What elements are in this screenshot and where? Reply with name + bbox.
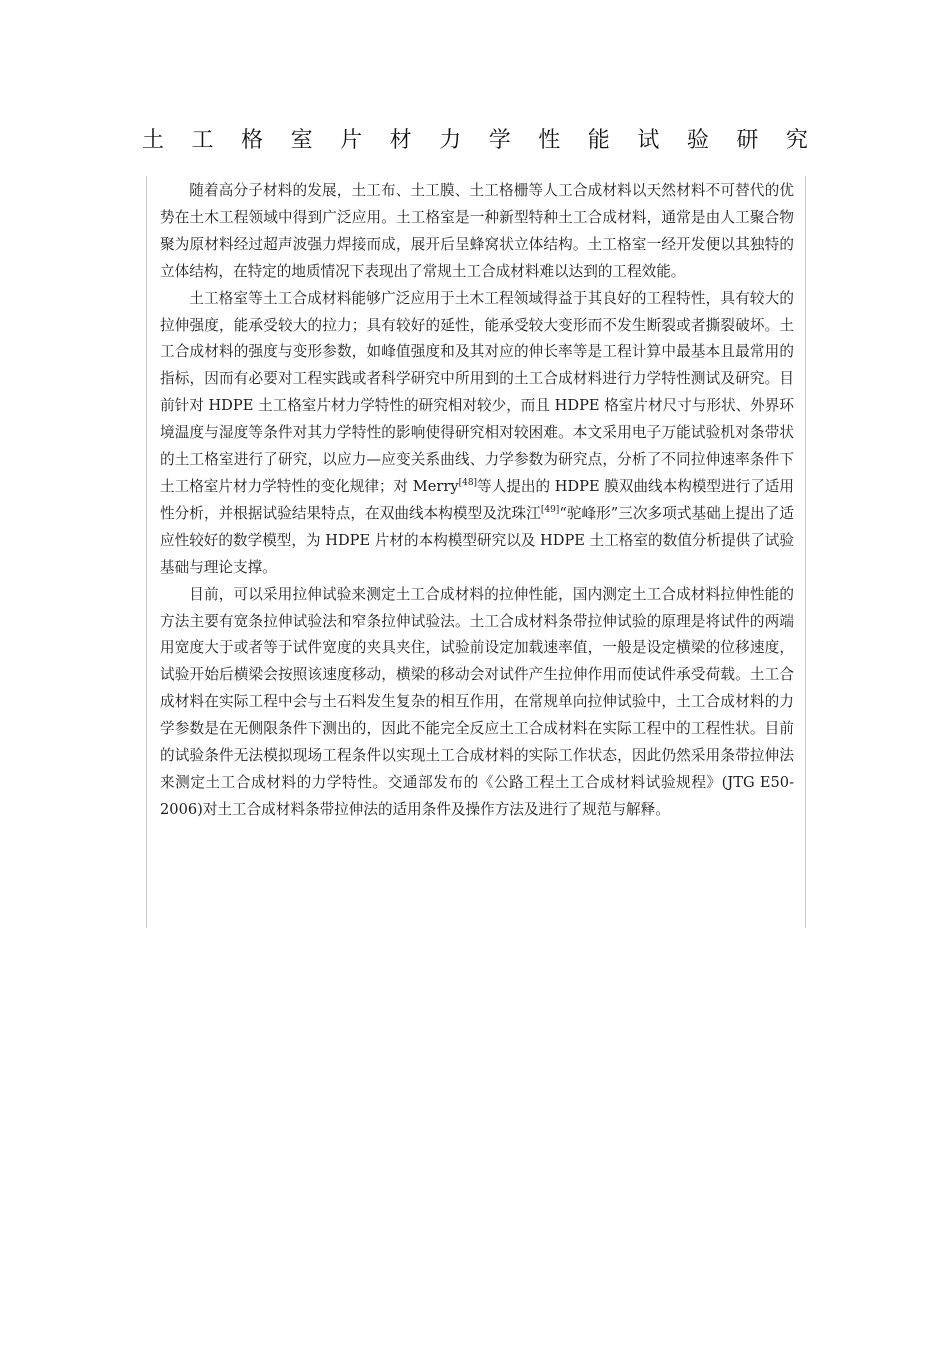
title-char: 格 [241,128,264,153]
paragraph-2-text-a: 土工格室等土工合成材料能够广泛应用于土木工程领域得益于其良好的工程特性，具有较大的拉伸强度，能承受较大的拉力；具有较好的延性，能承受较大变形而不发生断裂或者撕裂破坏。土工合成材料的强度与变形参数，如峰值强度和及其对应的伸长率等是工程计算中最基本且最常用的指标，因而有必要对工程实践或者科学研究中所用到的土工合成材料进行力学特性测试及研究。目前针对 HDPE 土工格室片材力学特性的研究相对较少，而且 HDPE 格室片材尺寸与形状、外界环境温度与湿度等条件对其力学特性的影响使得研究相对较困难。本文采用电子万能试验机对条带状的土工格室进行了研究，以应力—应变关系曲线、力学参数为研究点，分析了不同拉伸速率条件下土工格室片材力学特性的变化规律；对 Merry [160,289,794,495]
title-char: 工 [191,128,214,153]
paragraph-2-text-b: 等人提出的 HDPE 膜双曲线本构模型进行了适用性分析，并根据试验结果特点，在双曲线本构模型及沈珠江 [160,477,794,522]
title-char: 试 [637,128,660,153]
paragraph-2 [160,286,794,582]
title-char: 材 [389,128,412,153]
title-char: 能 [587,128,610,153]
page-title [142,124,808,158]
title-char: 室 [290,128,313,153]
paragraph-1 [160,178,794,286]
title-char: 验 [686,128,709,153]
title-char: 研 [736,128,759,153]
title-char: 片 [340,128,363,153]
paragraph-3 [160,582,794,824]
citation-48: [48] [458,478,478,489]
title-char: 力 [439,128,462,153]
title-char: 土 [142,128,165,153]
title-char: 究 [785,128,808,153]
citation-49: [49] [540,505,560,516]
title-char: 学 [488,128,511,153]
paragraph-1-text: 随着高分子材料的发展，土工布、土工膜、土工格栅等人工合成材料以天然材料不可替代的优势在土木工程领域中得到广泛应用。土工格室是一种新型特种土工合成材料，通常是由人工聚合物聚为原材料经过超声波强力焊接而成，展开后呈蜂窝状立体结构。土工格室一经开发便以其独特的立体结构，在特定的地质情况下表现出了常规土工合成材料难以达到的工程效能。 [160,182,794,280]
paragraph-2-text-c: “驼峰形”三次多项式基础上提出了适应性较好的数学模型，为 HDPE 片材的本构模型研究以及 HDPE 土工格室的数值分析提供了试验基础与理论支撑。 [160,504,794,576]
body-text [160,178,794,824]
paragraph-3-text: 目前，可以采用拉伸试验来测定土工合成材料的拉伸性能，国内测定土工合成材料拉伸性能的方法主要有宽条拉伸试验法和窄条拉伸试验法。土工合成材料条带拉伸试验的原理是将试件的两端用宽度大于或者等于试件宽度的夹具夹住，试验前设定加载速率值，一般是设定横梁的位移速度，试验开始后横梁会按照该速度移动，横梁的移动会对试件产生拉伸作用而使试件承受荷载。土工合成材料在实际工程中会与土石料发生复杂的相互作用，在常规单向拉伸试验中，土工合成材料的力学参数是在无侧限条件下测出的，因此不能完全反应土工合成材料在实际工程中的工程性状。目前的试验条件无法模拟现场工程条件以实现土工合成材料的实际工作状态，因此仍然采用条带拉伸法来测定土工合成材料的力学特性。交通部发布的《公路工程土工合成材料试验规程》(JTG E50-2006)对土工合成材料条带拉伸法的适用条件及操作方法及进行了规范与解释。 [160,585,794,818]
title-char: 性 [538,128,561,153]
